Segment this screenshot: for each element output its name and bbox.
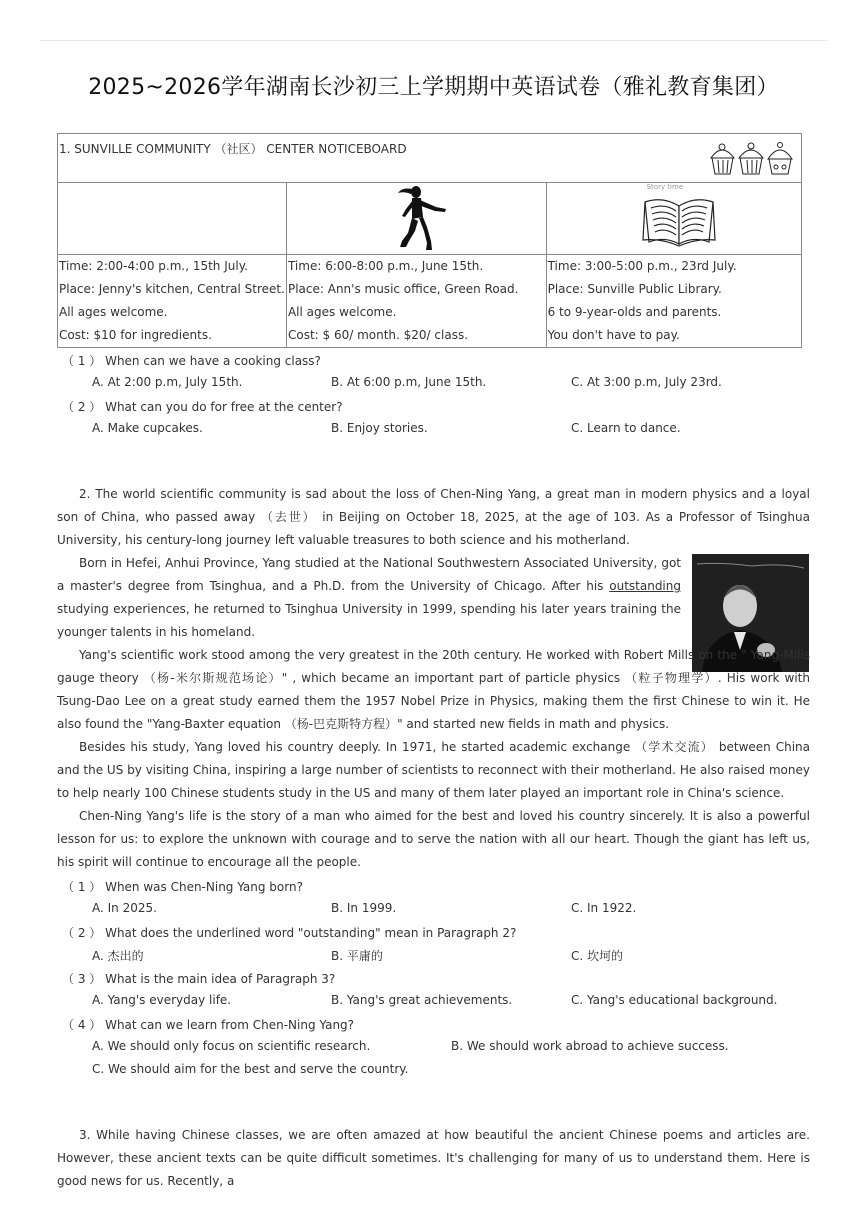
dance-time: Time: 6:00-8:00 p.m., June 15th. <box>287 259 484 273</box>
question-2-3: （ 3 ） What is the main idea of Paragraph 3? <box>62 972 336 986</box>
book-image-caption: Story time <box>646 183 684 191</box>
cupcakes-icon <box>707 138 799 178</box>
option-2-3-c[interactable]: C. Yang's educational background. <box>571 993 778 1007</box>
question-2-4: （ 4 ） What can we learn from Chen-Ning Yang? <box>62 1018 355 1032</box>
story-audience: 6 to 9-year-olds and parents. <box>547 305 722 319</box>
info-cell-story <box>546 255 801 348</box>
question-2-1: （ 1 ） When was Chen-Ning Yang born? <box>62 880 303 894</box>
dance-audience: All ages welcome. <box>287 305 397 319</box>
story-cost: You don't have to pay. <box>547 328 680 342</box>
passage-2-paragraph-1: 2. The world scientific community is sad about the loss of Chen-Ning Yang, a great man in modern physics and a loyal son of China, who passed away （去世） in Beijing on October 18, 2025, at the age of 103. As a Professor of Tsinghua University, his century-long journey left valuable treasures to both science and his motherland. <box>57 487 810 547</box>
story-time: Time: 3:00-5:00 p.m., 23rd July. <box>547 259 737 273</box>
paragraph-3-text: Yang's scientific work stood among the very greatest in the 20th century. He worked with Robert Mills on the " Yang-Mills gauge theory （杨-米尔斯规范场论）" , which became an important part of particle physics （粒子物理学）. His work with Tsung-Dao Lee on a great study earned them the 1957 Nobel Prize in Physics, making them the first Chinese to win it. He also found the "Yang-Baxter equation （杨-巴克斯特方程）" and started new fields in math and physics. <box>57 648 810 731</box>
noticeboard-header <box>58 134 802 183</box>
question-1-1: （ 1 ） When can we have a cooking class? <box>62 354 321 368</box>
open-book-icon <box>641 192 717 250</box>
option-2-3-a[interactable]: A. Yang's everyday life. <box>92 993 232 1007</box>
option-2-4-b[interactable]: B. We should work abroad to achieve success. <box>451 1039 729 1053</box>
passage-2-paragraph-4: Besides his study, Yang loved his country deeply. In 1971, he started academic exchange （学术交流） between China and the US by visiting China, inspiring a large number of scientists to reconnect with their motherland. He also raised money to help nearly 100 Chinese students study in the US and many of them later played an important role in China's science. <box>57 740 810 800</box>
option-2-4-c[interactable]: C. We should aim for the best and serve the country. <box>92 1062 409 1076</box>
option-1-2-b[interactable]: B. Enjoy stories. <box>331 421 428 435</box>
cooking-place: Place: Jenny's kitchen, Central Street. <box>59 282 285 296</box>
info-cell-cooking <box>58 255 287 348</box>
option-1-1-c[interactable]: C. At 3:00 p.m, July 23rd. <box>571 375 722 389</box>
question-1-2: （ 2 ） What can you do for free at the center? <box>62 400 343 414</box>
paragraph-2-text-end: studying experiences, he returned to Tsinghua University in 1999, spending his later years training the younger talents in his homeland. <box>57 602 681 639</box>
option-1-1-b[interactable]: B. At 6:00 p.m, June 15th. <box>331 375 487 389</box>
option-2-1-c[interactable]: C. In 1922. <box>571 901 637 915</box>
passage-2-paragraph-5: Chen-Ning Yang's life is the story of a man who aimed for the best and loved his country sincerely. It is also a powerful lesson for us: to explore the unknown with courage and to serve the nation with all our heart. Though the giant has left us, his spirit will continue to encourage all the people. <box>57 809 810 869</box>
option-2-2-a[interactable]: A. 杰出的 <box>92 949 144 963</box>
noticeboard-table <box>57 133 802 348</box>
option-2-1-a[interactable]: A. In 2025. <box>92 901 157 915</box>
option-2-4-a[interactable]: A. We should only focus on scientific research. <box>92 1039 371 1053</box>
page-title: 2025~2026学年湖南长沙初三上学期期中英语试卷（雅礼教育集团） <box>88 75 779 100</box>
option-2-2-c[interactable]: C. 坎坷的 <box>571 949 624 963</box>
noticeboard-header-text: 1. SUNVILLE COMMUNITY （社区） CENTER NOTICEBOARD <box>59 142 407 156</box>
option-2-1-b[interactable]: B. In 1999. <box>331 901 397 915</box>
option-2-2-b[interactable]: B. 平庸的 <box>331 949 383 963</box>
info-cell-dance <box>286 255 546 348</box>
question-2-2: （ 2 ） What does the underlined word "outstanding" mean in Paragraph 2? <box>62 926 517 940</box>
passage-2-paragraph-2 <box>57 552 681 644</box>
passage-3-paragraph-1: 3. While having Chinese classes, we are often amazed at how beautiful the ancient Chinese poems and articles are. However, these ancient texts can be quite difficult sometimes. It's challenging for many of us to understand them. Here is good news for us. Recently, a <box>57 1128 810 1188</box>
cooking-time: Time: 2:00-4:00 p.m., 15th July. <box>59 259 248 273</box>
image-cell-story <box>546 183 801 255</box>
dance-place: Place: Ann's music office, Green Road. <box>287 282 519 296</box>
option-1-2-a[interactable]: A. Make cupcakes. <box>92 421 203 435</box>
image-cell-dance <box>286 183 546 255</box>
option-1-1-a[interactable]: A. At 2:00 p.m, July 15th. <box>92 375 243 389</box>
passage-2-paragraph-3 <box>57 644 810 736</box>
option-1-2-c[interactable]: C. Learn to dance. <box>571 421 681 435</box>
underlined-word-outstanding: outstanding <box>609 579 681 593</box>
paragraph-2-text-start: Born in Hefei, Anhui Province, Yang studied at the National Southwestern Associated University, got a master's degree from Tsinghua, and a Ph.D. from the University of Chicago. After his <box>57 556 681 593</box>
cooking-cost: Cost: $10 for ingredients. <box>59 328 212 342</box>
dancer-icon <box>392 185 452 253</box>
cooking-audience: All ages welcome. <box>59 305 168 319</box>
option-2-3-b[interactable]: B. Yang's great achievements. <box>331 993 513 1007</box>
dance-cost: Cost: $ 60/ month. $20/ class. <box>287 328 469 342</box>
image-cell-cooking <box>58 183 287 255</box>
top-divider <box>40 40 827 41</box>
story-place: Place: Sunville Public Library. <box>547 282 722 296</box>
